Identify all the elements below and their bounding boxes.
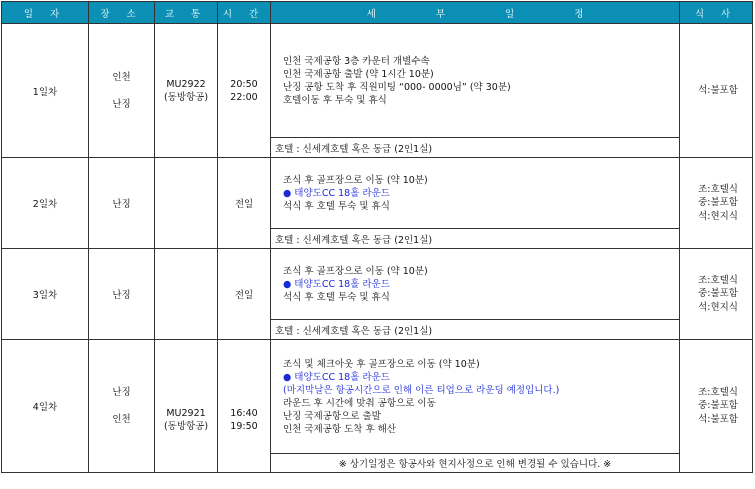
schedule-line: 인천 국제공항 도착 후 해산 [283,423,397,435]
transport-cell [155,24,218,158]
place-name: 난징 [112,199,131,210]
hotel-info: 호텔 : 신세계호텔 혹은 동급 (2인1실) [271,320,680,340]
day-label: 2일차 [2,158,89,249]
day-label: 4일차 [2,340,89,473]
meal-item: 석:불포함 [698,84,738,96]
meal-cell [680,158,753,249]
header-detail-char: 정 [574,8,584,20]
header-time: 시 간 [218,2,271,24]
schedule-line: 석식 후 호텔 투숙 및 휴식 [283,200,390,212]
meal-cell [680,24,753,158]
header-place: 장 소 [89,2,155,24]
meal-item: 조:호텔식 [698,274,738,286]
schedule-line: 조식 및 체크아웃 후 골프장으로 이동 (약 10분) [283,358,480,370]
meal-item: 중:불포함 [698,197,738,209]
time-value: 16:40 [230,408,258,419]
place-cell [89,24,155,158]
schedule-line: (마지막날은 항공시간으로 인해 이른 티업으로 라운딩 예정입니다.) [283,384,560,396]
meal-cell [680,340,753,473]
day-label: 3일차 [2,249,89,340]
time-value: 19:50 [230,421,258,432]
schedule-line: 조식 후 골프장으로 이동 (약 10분) [283,265,428,277]
schedule-cell [271,24,680,138]
header-meal: 식 사 [680,2,753,24]
schedule-cell [271,158,680,229]
header-transport: 교 통 [155,2,218,24]
time-value: 22:00 [230,91,258,103]
meal-item: 석:현지식 [698,301,738,313]
day1-row [2,24,753,138]
time-value: 20:50 [230,78,258,90]
transport-cell [155,158,218,249]
meal-item: 중:불포함 [698,288,738,300]
place-name: 난징 [112,387,131,398]
schedule-line: 호텔이동 후 투숙 및 휴식 [283,94,387,106]
schedule-line: 조식 후 골프장으로 이동 (약 10분) [283,174,428,186]
meal-item: 석:불포함 [698,413,738,425]
meal-item: 조:호텔식 [698,183,738,195]
place-cell [89,158,155,249]
schedule-line: 석식 후 호텔 투숙 및 휴식 [283,291,390,303]
day2-row [2,158,753,229]
time-cell [218,158,271,249]
place-name: 난징 [112,290,131,301]
schedule-line: ● 태양도CC 18홀 라운드 [283,371,390,383]
time-value: 전일 [234,199,254,210]
time-value: 전일 [234,290,254,301]
meal-item: 조:호텔식 [698,386,738,398]
place-cell [89,340,155,473]
place-name: 인천 [112,71,131,83]
schedule-line: 인천 국제공항 출발 (약 1시간 10분) [283,68,434,80]
time-cell [218,24,271,158]
header-detail [271,2,680,24]
itinerary-table [1,1,753,473]
place-name: 인천 [112,414,131,425]
airline-name: (동방항공) [163,91,209,103]
airline-name: (동방항공) [163,421,209,432]
transport-cell [155,340,218,473]
schedule-line: 난징 공항 도착 후 직원미팅 “000- 0000님” (약 30분) [283,81,511,93]
header-row [2,2,753,24]
header-detail-char: 세 [366,8,376,20]
header-day: 일 자 [2,2,89,24]
day-label: 1일차 [2,24,89,158]
flight-number: MU2921 [166,408,206,419]
hotel-info: 호텔 : 신세계호텔 혹은 동급 (2인1실) [271,138,680,158]
schedule-line: ● 태양도CC 18홀 라운드 [283,187,390,199]
hotel-info: 호텔 : 신세계호텔 혹은 동급 (2인1실) [271,229,680,249]
header-detail-char: 일 [505,8,515,20]
schedule-line: 인천 국제공항 3층 카운터 개별수속 [283,55,430,67]
schedule-line: ● 태양도CC 18홀 라운드 [283,278,390,290]
notice-text: ※ 상기일정은 항공사와 현지사정으로 인해 변경될 수 있습니다. ※ [271,454,680,473]
header-detail-char: 부 [435,8,445,20]
meal-item: 석:현지식 [698,210,738,222]
flight-number: MU2922 [166,78,206,90]
schedule-line: 난징 국제공항으로 출발 [283,410,381,422]
schedule-cell [271,249,680,320]
place-name: 난징 [112,98,131,110]
time-cell [218,249,271,340]
meal-cell [680,249,753,340]
day3-row [2,249,753,320]
day4-row [2,340,753,454]
schedule-cell [271,340,680,454]
schedule-line: 라운드 후 시간에 맞춰 공항으로 이동 [283,397,436,409]
transport-cell [155,249,218,340]
place-cell [89,249,155,340]
time-cell [218,340,271,473]
meal-item: 중:불포함 [698,400,738,412]
